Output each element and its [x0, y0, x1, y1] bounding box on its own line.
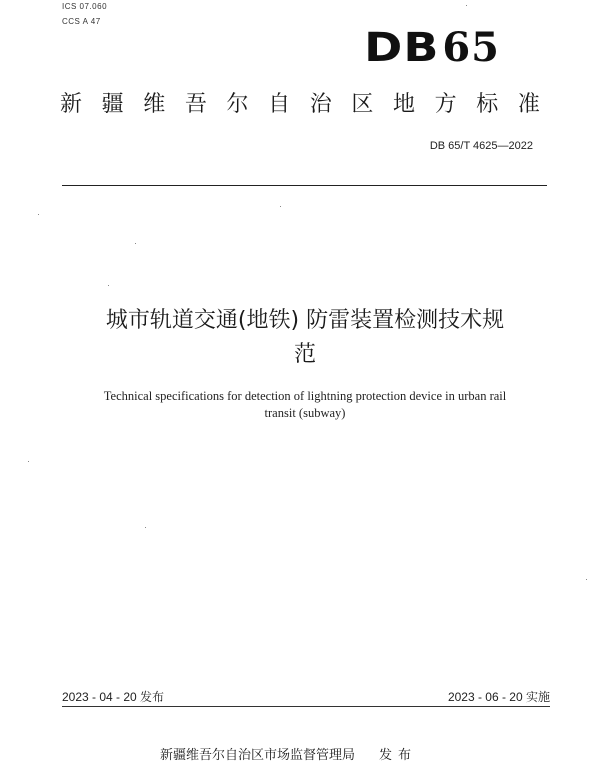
header-divider [62, 185, 547, 186]
scan-speck [280, 206, 281, 207]
scan-speck [586, 579, 587, 580]
db-logo-prefix: DB [363, 25, 440, 71]
standard-type-char: 标 [476, 92, 499, 117]
publish-date: 2023 - 04 - 20 发布 [62, 690, 165, 704]
chinese-title-line-1: 城市轨道交通(地铁) 防雷装置检测技术规 [105, 308, 505, 333]
issuer-verb: 发布 [379, 748, 418, 763]
standard-type-char: 准 [517, 92, 540, 117]
standard-type-char: 方 [434, 92, 457, 117]
scan-speck [28, 461, 29, 462]
standard-type-char: 疆 [101, 92, 124, 117]
english-title-line-1: Technical specifications for detection of lightning protection device in urban rail [103, 389, 507, 403]
chinese-title [60, 304, 550, 372]
standard-type-char: 区 [351, 92, 374, 117]
scan-speck [38, 214, 39, 215]
standard-type-title [60, 87, 540, 118]
scan-speck [135, 243, 136, 244]
db-logo [363, 24, 500, 71]
scan-speck [145, 527, 146, 528]
issuing-authority [160, 744, 417, 763]
scan-speck [108, 285, 109, 286]
standard-type-char: 新 [60, 92, 83, 117]
english-title [60, 388, 550, 422]
ics-code: ICS 07.060 [62, 2, 108, 11]
effective-date: 2023 - 06 - 20 实施 [447, 690, 550, 704]
standard-code: DB 65/T 4625—2022 [429, 140, 533, 152]
english-title-line-2: transit (subway) [264, 406, 346, 420]
standard-type-char: 治 [309, 92, 332, 117]
standard-type-char: 地 [393, 92, 416, 117]
standard-type-char: 自 [268, 92, 291, 117]
chinese-title-line-2: 范 [293, 342, 316, 367]
standard-type-char: 吾 [184, 92, 207, 117]
db-logo-number: 65 [442, 24, 500, 71]
standard-type-char: 维 [143, 92, 166, 117]
ccs-code: CCS A 47 [62, 17, 101, 26]
issuer-name: 新疆维吾尔自治区市场监督管理局 [160, 748, 356, 763]
standard-type-char: 尔 [226, 92, 249, 117]
scan-speck [466, 5, 467, 6]
footer-divider [62, 706, 550, 707]
